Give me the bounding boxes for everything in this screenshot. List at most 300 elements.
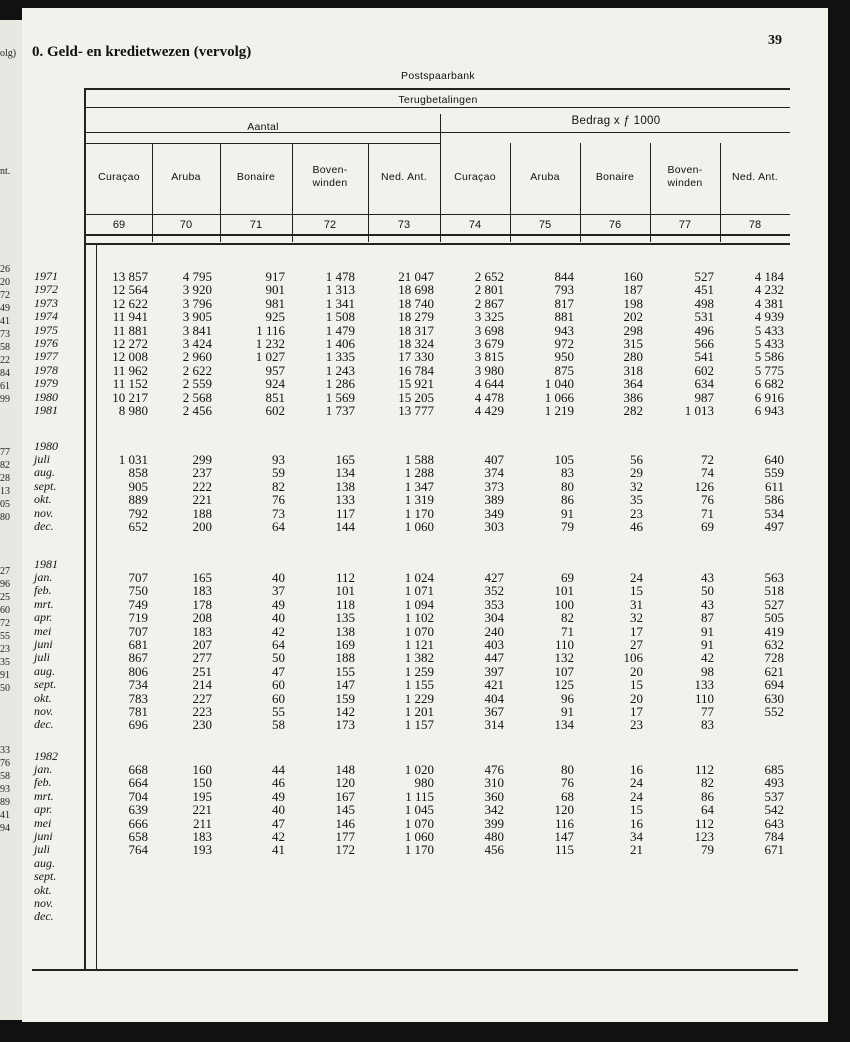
table-cell: 15 <box>630 802 643 818</box>
previous-page-text: 58 <box>0 771 10 782</box>
table-cell: 851 <box>265 389 285 405</box>
table-cell: 120 <box>554 802 574 818</box>
table-cell: 314 <box>484 717 504 733</box>
table-cell: 2 867 <box>474 295 504 311</box>
row-label: 1977 <box>34 349 58 364</box>
table-cell: 542 <box>764 802 784 818</box>
table-cell: 43 <box>701 570 714 585</box>
header-aantal: Aantal <box>247 121 279 133</box>
table-cell: 15 921 <box>398 376 434 392</box>
table-cell: 60 <box>272 677 285 693</box>
table-cell: 1 569 <box>325 389 355 405</box>
previous-page-text: 13 <box>0 486 10 497</box>
table-cell: 40 <box>272 610 285 626</box>
table-cell: 668 <box>128 762 148 777</box>
table-cell: 318 <box>623 362 643 378</box>
table-cell: 32 <box>630 610 643 626</box>
table-cell: 639 <box>128 802 148 818</box>
previous-page-text: 82 <box>0 460 10 471</box>
table-cell: 74 <box>701 465 714 481</box>
table-cell: 407 <box>484 452 504 467</box>
previous-page-text: 80 <box>0 512 10 523</box>
table-cell: 106 <box>623 650 643 666</box>
table-cell: 901 <box>265 282 285 298</box>
table-cell: 24 <box>630 570 643 585</box>
table-cell: 165 <box>335 452 355 467</box>
table-cell: 403 <box>484 637 504 652</box>
table-cell: 27 <box>630 637 643 652</box>
table-cell: 4 795 <box>182 269 212 284</box>
table-cell: 82 <box>272 478 285 494</box>
table-cell: 4 939 <box>754 309 784 325</box>
table-cell: 1 406 <box>325 336 355 351</box>
table-cell: 72 <box>701 452 714 467</box>
table-cell: 950 <box>554 349 574 365</box>
column-number: 76 <box>608 219 622 231</box>
table-cell: 69 <box>561 570 574 585</box>
table-cell: 764 <box>128 842 148 858</box>
table-cell: 1 313 <box>325 282 355 298</box>
table-cell: 399 <box>484 815 504 831</box>
table-cell: 58 <box>272 717 285 733</box>
table-cell: 1 259 <box>404 663 434 679</box>
table-cell: 64 <box>272 519 285 534</box>
previous-page-text: 55 <box>0 631 10 642</box>
table-cell: 4 381 <box>754 295 784 311</box>
table-cell: 303 <box>484 519 504 534</box>
row-label: apr. <box>34 802 53 817</box>
table-cell: 498 <box>694 295 714 311</box>
table-cell: 160 <box>623 269 643 284</box>
table-cell: 83 <box>701 717 714 733</box>
header-rule <box>86 214 790 215</box>
table-cell: 566 <box>694 336 714 351</box>
table-cell: 1 347 <box>404 478 434 494</box>
row-label: juni <box>34 637 53 651</box>
table-bottom-rule <box>32 969 798 971</box>
table-cell: 230 <box>192 717 212 733</box>
table-cell: 1 155 <box>404 677 434 693</box>
header-terugbetalingen: Terugbetalingen <box>398 94 478 106</box>
table-cell: 59 <box>272 465 285 481</box>
table-cell: 17 330 <box>398 349 434 365</box>
table-cell: 145 <box>335 802 355 818</box>
table-cell: 221 <box>192 802 212 818</box>
table-cell: 60 <box>272 690 285 706</box>
table-cell: 159 <box>335 690 355 706</box>
table-cell: 792 <box>128 505 148 521</box>
table-cell: 150 <box>192 775 212 791</box>
previous-page-text: 50 <box>0 683 10 694</box>
previous-page-text: 77 <box>0 447 10 458</box>
table-cell: 46 <box>272 775 285 791</box>
table-cell: 112 <box>335 570 355 585</box>
table-cell: 147 <box>554 829 574 844</box>
table-cell: 82 <box>701 775 714 791</box>
table-cell: 905 <box>128 478 148 494</box>
table-cell: 1 060 <box>404 829 434 844</box>
table-cell: 586 <box>764 492 784 508</box>
previous-page-text: 96 <box>0 579 10 590</box>
column-number: 74 <box>468 219 482 231</box>
table-cell: 917 <box>265 269 285 284</box>
table-cell: 534 <box>764 505 784 521</box>
table-cell: 750 <box>128 583 148 599</box>
table-cell: 12 008 <box>112 349 148 365</box>
previous-page-text: 49 <box>0 303 10 314</box>
table-cell: 40 <box>272 802 285 818</box>
table-cell: 50 <box>272 650 285 666</box>
table-cell: 49 <box>272 788 285 804</box>
row-label: aug. <box>34 663 55 678</box>
table-cell: 98 <box>701 663 714 679</box>
table-cell: 125 <box>554 677 574 693</box>
document-page <box>22 8 828 1022</box>
table-cell: 42 <box>701 650 714 666</box>
table-cell: 8 980 <box>118 403 148 418</box>
table-cell: 107 <box>554 663 574 679</box>
table-cell: 4 478 <box>474 389 504 405</box>
table-cell: 427 <box>484 570 504 585</box>
column-number: 73 <box>397 219 411 231</box>
table-cell: 188 <box>335 650 355 666</box>
table-cell: 2 568 <box>182 389 212 405</box>
row-label: mei <box>34 623 52 638</box>
row-label: sept. <box>34 677 57 692</box>
table-cell: 1 060 <box>404 519 434 534</box>
table-cell: 91 <box>701 623 714 639</box>
table-cell: 537 <box>764 788 784 804</box>
table-cell: 1 020 <box>404 762 434 777</box>
table-cell: 817 <box>554 295 574 311</box>
table-cell: 987 <box>694 389 714 405</box>
table-cell: 681 <box>128 637 148 652</box>
table-cell: 24 <box>630 788 643 804</box>
table-cell: 110 <box>694 690 714 706</box>
table-cell: 541 <box>694 349 714 365</box>
table-cell: 957 <box>265 362 285 378</box>
table-cell: 304 <box>484 610 504 626</box>
previous-page-text: 35 <box>0 657 10 668</box>
table-cell: 298 <box>623 322 643 338</box>
table-cell: 1 115 <box>405 788 434 804</box>
table-cell: 68 <box>561 788 574 804</box>
column-header: Boven- winden <box>667 164 703 189</box>
table-cell: 198 <box>623 295 643 311</box>
table-cell: 146 <box>335 815 355 831</box>
table-cell: 211 <box>192 815 212 831</box>
table-cell: 49 <box>272 596 285 612</box>
table-cell: 227 <box>192 690 212 706</box>
table-cell: 781 <box>128 704 148 719</box>
previous-page-text: 76 <box>0 758 10 769</box>
table-cell: 1 116 <box>256 322 285 338</box>
table-cell: 2 456 <box>182 403 212 418</box>
header-rule <box>86 234 790 236</box>
table-cell: 980 <box>414 775 434 791</box>
header-rule <box>86 107 790 108</box>
table-cell: 2 622 <box>182 362 212 378</box>
table-cell: 187 <box>623 282 643 298</box>
table-cell: 15 <box>630 677 643 693</box>
table-cell: 126 <box>694 478 714 494</box>
previous-page-text: 99 <box>0 394 10 405</box>
table-cell: 37 <box>272 583 285 599</box>
row-label: nov. <box>34 896 54 910</box>
row-label: 1981 <box>34 403 58 417</box>
row-label: 1972 <box>34 282 58 297</box>
table-cell: 349 <box>484 505 504 521</box>
row-label: feb. <box>34 775 52 790</box>
table-cell: 1 588 <box>404 452 434 467</box>
table-cell: 115 <box>554 842 574 858</box>
table-cell: 47 <box>272 663 285 679</box>
table-cell: 16 784 <box>398 362 434 378</box>
table-cell: 2 652 <box>474 269 504 284</box>
table-cell: 1 479 <box>325 322 355 338</box>
previous-page-text: nt. <box>0 166 11 177</box>
table-cell: 32 <box>630 478 643 494</box>
table-cell: 1 382 <box>404 650 434 666</box>
table-cell: 696 <box>128 717 148 733</box>
table-cell: 24 <box>630 775 643 791</box>
table-cell: 563 <box>764 570 784 585</box>
table-cell: 496 <box>694 322 714 338</box>
table-cell: 13 777 <box>398 403 434 418</box>
table-cell: 31 <box>630 596 643 612</box>
table-cell: 2 559 <box>182 376 212 392</box>
table-cell: 34 <box>630 829 643 844</box>
row-label: sept. <box>34 478 57 493</box>
table-cell: 3 815 <box>474 349 504 365</box>
table-cell: 223 <box>192 704 212 719</box>
table-cell: 1 070 <box>404 815 434 831</box>
table-cell: 17 <box>630 704 643 719</box>
previous-page-text: 23 <box>0 644 10 655</box>
table-cell: 299 <box>192 452 212 467</box>
table-cell: 6 943 <box>754 403 784 418</box>
table-cell: 64 <box>272 637 285 652</box>
table-cell: 46 <box>630 519 643 534</box>
table-cell: 55 <box>272 704 285 719</box>
table-cell: 138 <box>335 623 355 639</box>
column-header: Bonaire <box>236 171 276 183</box>
table-cell: 694 <box>764 677 784 693</box>
column-header: Aruba <box>171 171 201 183</box>
table-cell: 221 <box>192 492 212 508</box>
table-cell: 3 920 <box>182 282 212 298</box>
previous-page-text: 73 <box>0 329 10 340</box>
table-cell: 3 980 <box>474 362 504 378</box>
table-cell: 889 <box>128 492 148 508</box>
table-cell: 20 <box>630 663 643 679</box>
table-cell: 105 <box>554 452 574 467</box>
table-cell: 1 170 <box>404 505 434 521</box>
row-label: dec. <box>34 519 54 533</box>
table-cell: 1 031 <box>118 452 148 467</box>
previous-page-text: 93 <box>0 784 10 795</box>
table-cell: 23 <box>630 505 643 521</box>
table-cell: 602 <box>694 362 714 378</box>
table-cell: 1 094 <box>404 596 434 612</box>
table-cell: 91 <box>701 637 714 652</box>
column-number: 70 <box>179 219 193 231</box>
row-label: 1979 <box>34 376 58 391</box>
table-cell: 117 <box>335 505 355 521</box>
row-label: 1978 <box>34 362 58 377</box>
table-cell: 527 <box>764 596 784 612</box>
table-cell: 18 698 <box>398 282 434 298</box>
year-label: 1981 <box>34 556 58 571</box>
table-cell: 552 <box>764 704 784 719</box>
table-cell: 91 <box>561 505 574 521</box>
table-cell: 18 317 <box>398 322 434 338</box>
table-cell: 18 740 <box>398 295 434 311</box>
table-cell: 132 <box>554 650 574 666</box>
table-cell: 76 <box>561 775 574 791</box>
table-cell: 1 737 <box>325 403 355 418</box>
table-cell: 208 <box>192 610 212 626</box>
table-cell: 41 <box>272 842 285 858</box>
table-cell: 120 <box>335 775 355 791</box>
table-cell: 640 <box>764 452 784 467</box>
table-cell: 389 <box>484 492 504 508</box>
table-cell: 64 <box>701 802 714 818</box>
table-cell: 251 <box>192 663 212 679</box>
table-cell: 21 047 <box>398 269 434 284</box>
header-rule <box>86 88 790 90</box>
table-cell: 3 698 <box>474 322 504 338</box>
column-header: Curaçao <box>454 171 496 183</box>
column-number: 69 <box>112 219 126 231</box>
row-label: juli <box>34 842 51 857</box>
previous-page-text: 72 <box>0 618 10 629</box>
table-cell: 4 644 <box>474 376 504 392</box>
table-cell: 134 <box>554 717 574 733</box>
table-cell: 1 341 <box>325 295 355 311</box>
row-label: okt. <box>34 690 52 705</box>
table-cell: 1 121 <box>404 637 434 652</box>
table-cell: 16 <box>630 762 643 777</box>
table-cell: 277 <box>192 650 212 666</box>
table-cell: 5 586 <box>754 349 784 365</box>
table-cell: 5 433 <box>754 322 784 338</box>
table-cell: 13 857 <box>112 269 148 284</box>
table-cell: 728 <box>764 650 784 666</box>
table-cell: 15 205 <box>398 389 434 405</box>
table-cell: 3 424 <box>182 336 212 351</box>
table-cell: 2 801 <box>474 282 504 298</box>
table-cell: 4 232 <box>754 282 784 298</box>
table-cell: 142 <box>335 704 355 719</box>
table-cell: 50 <box>701 583 714 599</box>
table-cell: 12 622 <box>112 295 148 311</box>
table-cell: 71 <box>701 505 714 521</box>
table-cell: 621 <box>764 663 784 679</box>
table-cell: 497 <box>764 519 784 534</box>
row-label: aug. <box>34 465 55 480</box>
row-label: nov. <box>34 505 54 520</box>
table-cell: 1 170 <box>404 842 434 858</box>
previous-page-text: 05 <box>0 499 10 510</box>
table-cell: 10 217 <box>112 389 148 405</box>
table-cell: 1 229 <box>404 690 434 706</box>
table-cell: 1 027 <box>255 349 285 365</box>
table-cell: 167 <box>335 788 355 804</box>
table-cell: 704 <box>128 788 148 804</box>
table-cell: 315 <box>623 336 643 351</box>
table-cell: 1 157 <box>404 717 434 733</box>
previous-page-text: olg) <box>0 48 17 59</box>
row-label: mrt. <box>34 788 54 803</box>
table-cell: 100 <box>554 596 574 612</box>
previous-page-text: 22 <box>0 355 10 366</box>
table-cell: 11 881 <box>112 322 148 338</box>
page-number: 39 <box>768 33 782 48</box>
column-number: 71 <box>249 219 263 231</box>
table-cell: 93 <box>272 452 285 467</box>
table-cell: 602 <box>265 403 285 418</box>
table-cell: 527 <box>694 269 714 284</box>
previous-page-text: 84 <box>0 368 10 379</box>
table-cell: 630 <box>764 690 784 706</box>
table-cell: 342 <box>484 802 504 818</box>
table-cell: 844 <box>554 269 574 284</box>
table-cell: 6 916 <box>754 389 784 405</box>
column-header: Ned. Ant. <box>381 171 427 183</box>
table-cell: 237 <box>192 465 212 481</box>
table-cell: 518 <box>764 583 784 599</box>
previous-page-text: 26 <box>0 264 10 275</box>
column-number: 78 <box>748 219 762 231</box>
table-cell: 12 564 <box>112 282 148 298</box>
table-cell: 188 <box>192 505 212 521</box>
table-cell: 178 <box>192 596 212 612</box>
previous-page-text: 33 <box>0 745 10 756</box>
table-cell: 79 <box>561 519 574 534</box>
table-cell: 172 <box>335 842 355 858</box>
table-cell: 91 <box>561 704 574 719</box>
column-header: Aruba <box>530 171 560 183</box>
row-label: 1980 <box>34 389 58 404</box>
column-header: Curaçao <box>98 171 140 183</box>
table-cell: 1 232 <box>255 336 285 351</box>
table-cell: 364 <box>623 376 643 392</box>
table-cell: 981 <box>265 295 285 311</box>
table-cell: 352 <box>484 583 504 599</box>
column-header: Ned. Ant. <box>732 171 778 183</box>
table-cell: 240 <box>484 623 504 639</box>
table-cell: 397 <box>484 663 504 679</box>
table-cell: 18 324 <box>398 336 434 351</box>
table-cell: 11 941 <box>112 309 148 325</box>
table-cell: 353 <box>484 596 504 612</box>
table-cell: 493 <box>764 775 784 791</box>
table-cell: 80 <box>561 478 574 494</box>
table-cell: 1 045 <box>404 802 434 818</box>
row-label: 1976 <box>34 336 58 350</box>
table-cell: 783 <box>128 690 148 706</box>
table-cell: 69 <box>701 519 714 534</box>
table-cell: 632 <box>764 637 784 652</box>
table-cell: 310 <box>484 775 504 791</box>
table-cell: 671 <box>764 842 784 858</box>
table-cell: 200 <box>192 519 212 534</box>
table-cell: 118 <box>335 596 355 612</box>
table-cell: 1 013 <box>684 403 714 418</box>
table-cell: 881 <box>554 309 574 325</box>
table-cell: 867 <box>128 650 148 666</box>
